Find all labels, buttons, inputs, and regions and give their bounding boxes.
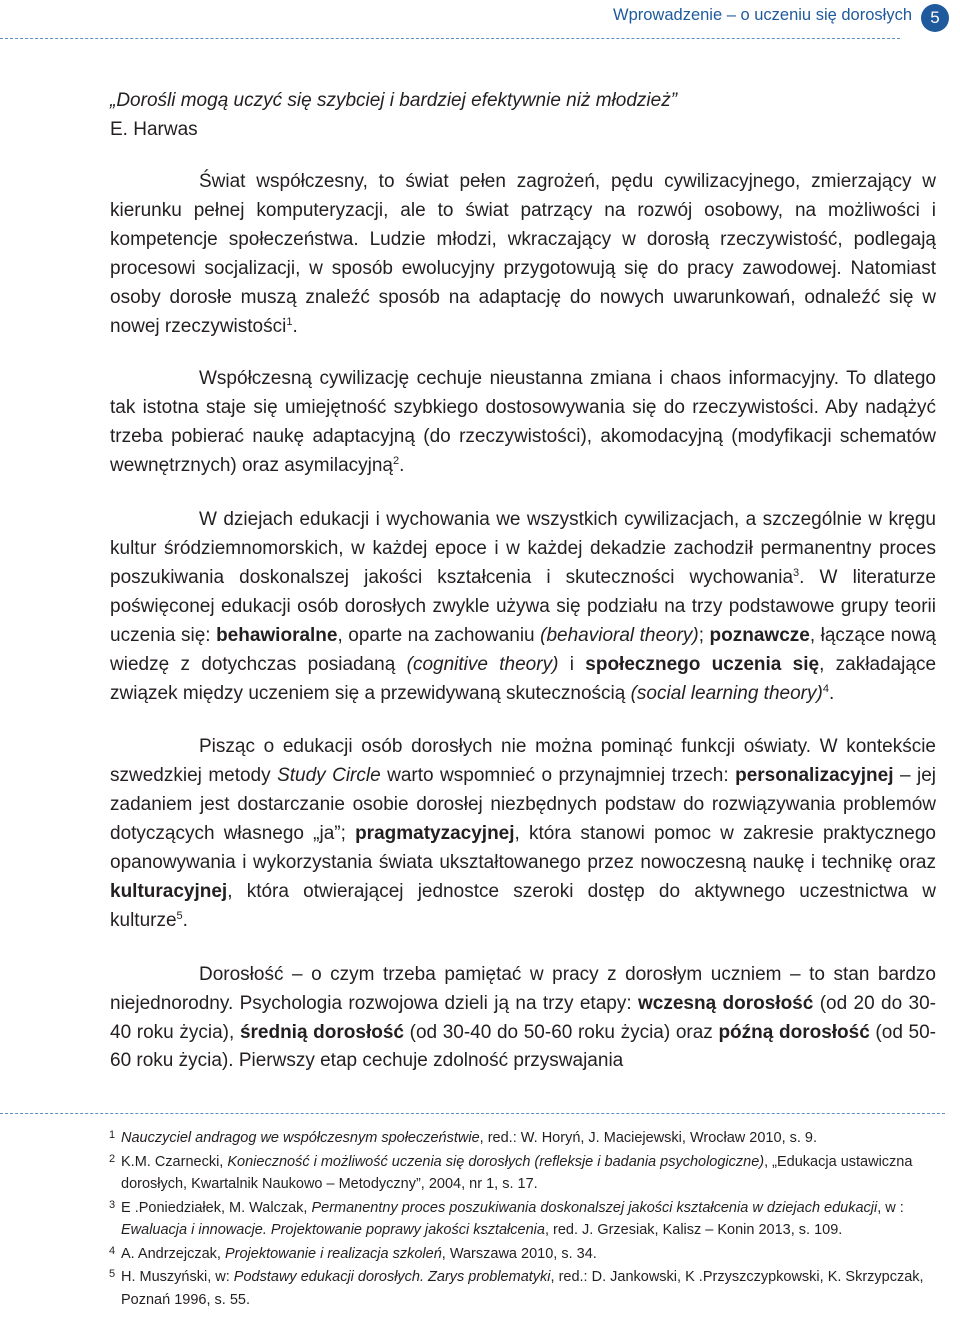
text-segment: (cognitive theory) bbox=[406, 653, 559, 675]
motto-author: E. Harwas bbox=[110, 119, 198, 140]
text-segment: poznawcze bbox=[709, 624, 810, 646]
footnote-text bbox=[121, 1197, 944, 1242]
footnote-text bbox=[121, 1127, 944, 1150]
text-segment: (od 50-60 roku życia). Pierwszy etap cechuje zdolność przyswajania bbox=[110, 1021, 936, 1072]
text-segment: i bbox=[558, 653, 586, 675]
text-segment: warto wspomnieć o przynajmniej trzech: bbox=[380, 765, 736, 787]
paragraph-1 bbox=[110, 168, 936, 341]
text-segment: , „Edukacja ustawiczna dorosłych, Kwartalnik Naukowo – Metodyczny”, 2004, nr 1, s. 17. bbox=[121, 1153, 913, 1192]
running-header: Wprowadzenie – o uczeniu się dorosłych bbox=[613, 6, 912, 24]
text-segment: (social learning theory) bbox=[630, 682, 823, 704]
text-segment: kulturacyjnej bbox=[110, 880, 228, 902]
footnote-number: 2 bbox=[109, 1152, 116, 1165]
text-segment: W dziejach edukacji i wychowania we wszystkich cywilizacjach, a szczególnie w kręgu kultur śródziemnomorskich, w każdej epoce i w każdej dekadzie zachodził permanentny proces poszukiwania doskonalszej jakości kształcenia i skuteczności wychowania bbox=[110, 509, 936, 588]
text-segment: E .Poniedziałek, M. Walczak, bbox=[121, 1199, 312, 1216]
text-segment: Konieczność i możliwość uczenia się dorosłych (refleksje i badania psychologiczne) bbox=[227, 1153, 765, 1170]
text-segment: Projektowanie i realizacja szkoleń bbox=[224, 1245, 442, 1262]
text-segment: Podstawy edukacji dorosłych. Zarys problematyki bbox=[233, 1269, 551, 1285]
footnote-text bbox=[121, 1243, 944, 1266]
text-segment: . bbox=[292, 315, 298, 337]
footnote-reference: 1 bbox=[286, 315, 293, 328]
main-content bbox=[110, 86, 936, 1076]
paragraph-4 bbox=[110, 733, 936, 935]
footnote-text bbox=[121, 1151, 944, 1196]
text-segment: Ewaluacja i innowacje. Projektowanie poprawy jakości kształcenia bbox=[121, 1222, 545, 1238]
text-segment: społecznego uczenia się bbox=[585, 653, 820, 675]
text-segment: Współczesną cywilizację cechuje nieustanna zmiana i chaos informacyjny. To dlatego tak istotna staje się umiejętność szybkiego dostosowywania się do rzeczywistości. Aby nadążyć trzeba pobierać naukę adaptacyjną (do rzeczywistości), akomodacyjną (modyfikacji schematów wewnętrznych) oraz asymilacyjną bbox=[110, 368, 936, 477]
footnote bbox=[109, 1151, 944, 1196]
text-segment: , red.: D. Jankowski, K .Przyszczypkowski, K. Skrzypczak, Poznań 1996, s. 55. bbox=[121, 1269, 924, 1308]
text-segment: , Warszawa 2010, s. 34. bbox=[441, 1245, 597, 1262]
footnote bbox=[109, 1243, 944, 1266]
footnote-number: 1 bbox=[109, 1129, 116, 1141]
footnote-reference: 4 bbox=[822, 682, 829, 695]
text-segment: . W literaturze poświęconej edukacji osób dorosłych zwykle używa się podziału na trzy podstawowe grupy teorii uczenia się: bbox=[110, 566, 936, 646]
text-segment: , red. J. Grzesiak, Kalisz – Konin 2013, s. 109. bbox=[544, 1222, 843, 1238]
text-segment: , która stanowi pomoc w zakresie praktycznego opanowywania i wykorzystania świata ukształtowanego przez nowoczesną naukę i technikę oraz bbox=[110, 823, 936, 874]
text-segment: pragmatyzacyjnej bbox=[355, 823, 515, 845]
text-segment: (od 30-40 do 50-60 roku życia) oraz bbox=[403, 1021, 719, 1043]
text-segment: . bbox=[828, 682, 835, 704]
footnote bbox=[109, 1127, 944, 1150]
text-segment: Pisząc o edukacji osób dorosłych nie można pominąć funkcji oświaty. W kontekście szwedzkiej metody bbox=[110, 736, 936, 787]
page-number-badge: 5 bbox=[921, 4, 949, 32]
footnote-rule bbox=[0, 1113, 945, 1114]
text-segment: , łączące nową wiedzę z dotychczas posiadaną bbox=[110, 624, 936, 675]
footnote-number: 5 bbox=[109, 1268, 116, 1280]
header-rule bbox=[0, 38, 900, 39]
text-segment: (behavioral theory) bbox=[540, 624, 699, 646]
footnotes bbox=[109, 1127, 944, 1312]
text-segment: , red.: W. Horyń, J. Maciejewski, Wrocław 2010, s. 9. bbox=[479, 1130, 818, 1146]
paragraph-3 bbox=[110, 506, 936, 708]
text-segment: – jej zadaniem jest dostarczanie osobie dorosłej niezbędnych podstaw do rozwiązywania problemów dotyczących własnego „ja”; bbox=[110, 765, 936, 845]
text-segment: , w : bbox=[877, 1199, 904, 1216]
footnote-reference: 5 bbox=[176, 909, 183, 922]
text-segment: ; bbox=[698, 624, 710, 646]
text-segment: , zakładające związek między uczeniem się a przewidywaną skutecznością bbox=[110, 653, 937, 704]
text-segment: , oparte na zachowaniu bbox=[337, 624, 541, 646]
text-segment: Permanentny proces poszukiwania doskonalszej jakości kształcenia w dziejach edukacji bbox=[311, 1199, 878, 1216]
motto-quote: „Dorośli mogą uczyć się szybciej i bardziej efektywnie niż młodzież” bbox=[110, 90, 678, 111]
footnote-number: 3 bbox=[109, 1198, 116, 1211]
paragraph-5 bbox=[110, 961, 936, 1077]
footnote-text bbox=[121, 1266, 944, 1311]
text-segment: . bbox=[399, 455, 405, 477]
text-segment: średnią dorosłość bbox=[239, 1021, 404, 1043]
text-segment: (od 20 do 30-40 roku życia), bbox=[110, 992, 936, 1043]
paragraph-2 bbox=[110, 365, 936, 481]
footnote bbox=[109, 1266, 944, 1311]
text-segment: wczesną dorosłość bbox=[638, 992, 814, 1014]
text-segment: Dorosłość – o czym trzeba pamiętać w pracy z dorosłym uczniem – to stan bardzo niejednorodny. Psychologia rozwojowa dzieli ją na trzy etapy: bbox=[110, 963, 936, 1014]
text-segment: Nauczyciel andragog we współczesnym społeczeństwie bbox=[121, 1130, 480, 1146]
footnote-reference: 3 bbox=[793, 566, 800, 579]
text-segment: późną dorosłość bbox=[718, 1021, 870, 1043]
footnote-number: 4 bbox=[109, 1244, 116, 1257]
text-segment: , która otwierającej jednostce szeroki dostęp do aktywnego uczestnictwa w kulturze bbox=[110, 880, 936, 931]
text-segment: . bbox=[182, 909, 188, 931]
text-segment: Świat współczesny, to świat pełen zagrożeń, pędu cywilizacyjnego, zmierzający w kierunku pełnej komputeryzacji, ale to świat patrzący na rozwój osobowy, na możliwości i kompetencje społeczeństwa. Ludzie młodzi, wkraczający w dorosłą rzeczywistość, podlegają procesowi socjalizacji, w sposób ewolucyjny przygotowują się do pracy zawodowej. Natomiast osoby dorosłe muszą znaleźć sposób na adaptację do nowych uwarunkowań, odnaleźć się w nowej rzeczywistości bbox=[110, 171, 936, 337]
text-segment: behawioralne bbox=[216, 624, 338, 646]
text-segment: personalizacyjnej bbox=[735, 765, 894, 787]
footnote-reference: 2 bbox=[393, 455, 400, 468]
text-segment: H. Muszyński, w: bbox=[121, 1269, 234, 1285]
footnote bbox=[109, 1197, 944, 1242]
text-segment: K.M. Czarnecki, bbox=[121, 1153, 228, 1170]
text-segment: A. Andrzejczak, bbox=[121, 1245, 225, 1262]
text-segment: Study Circle bbox=[277, 765, 381, 787]
